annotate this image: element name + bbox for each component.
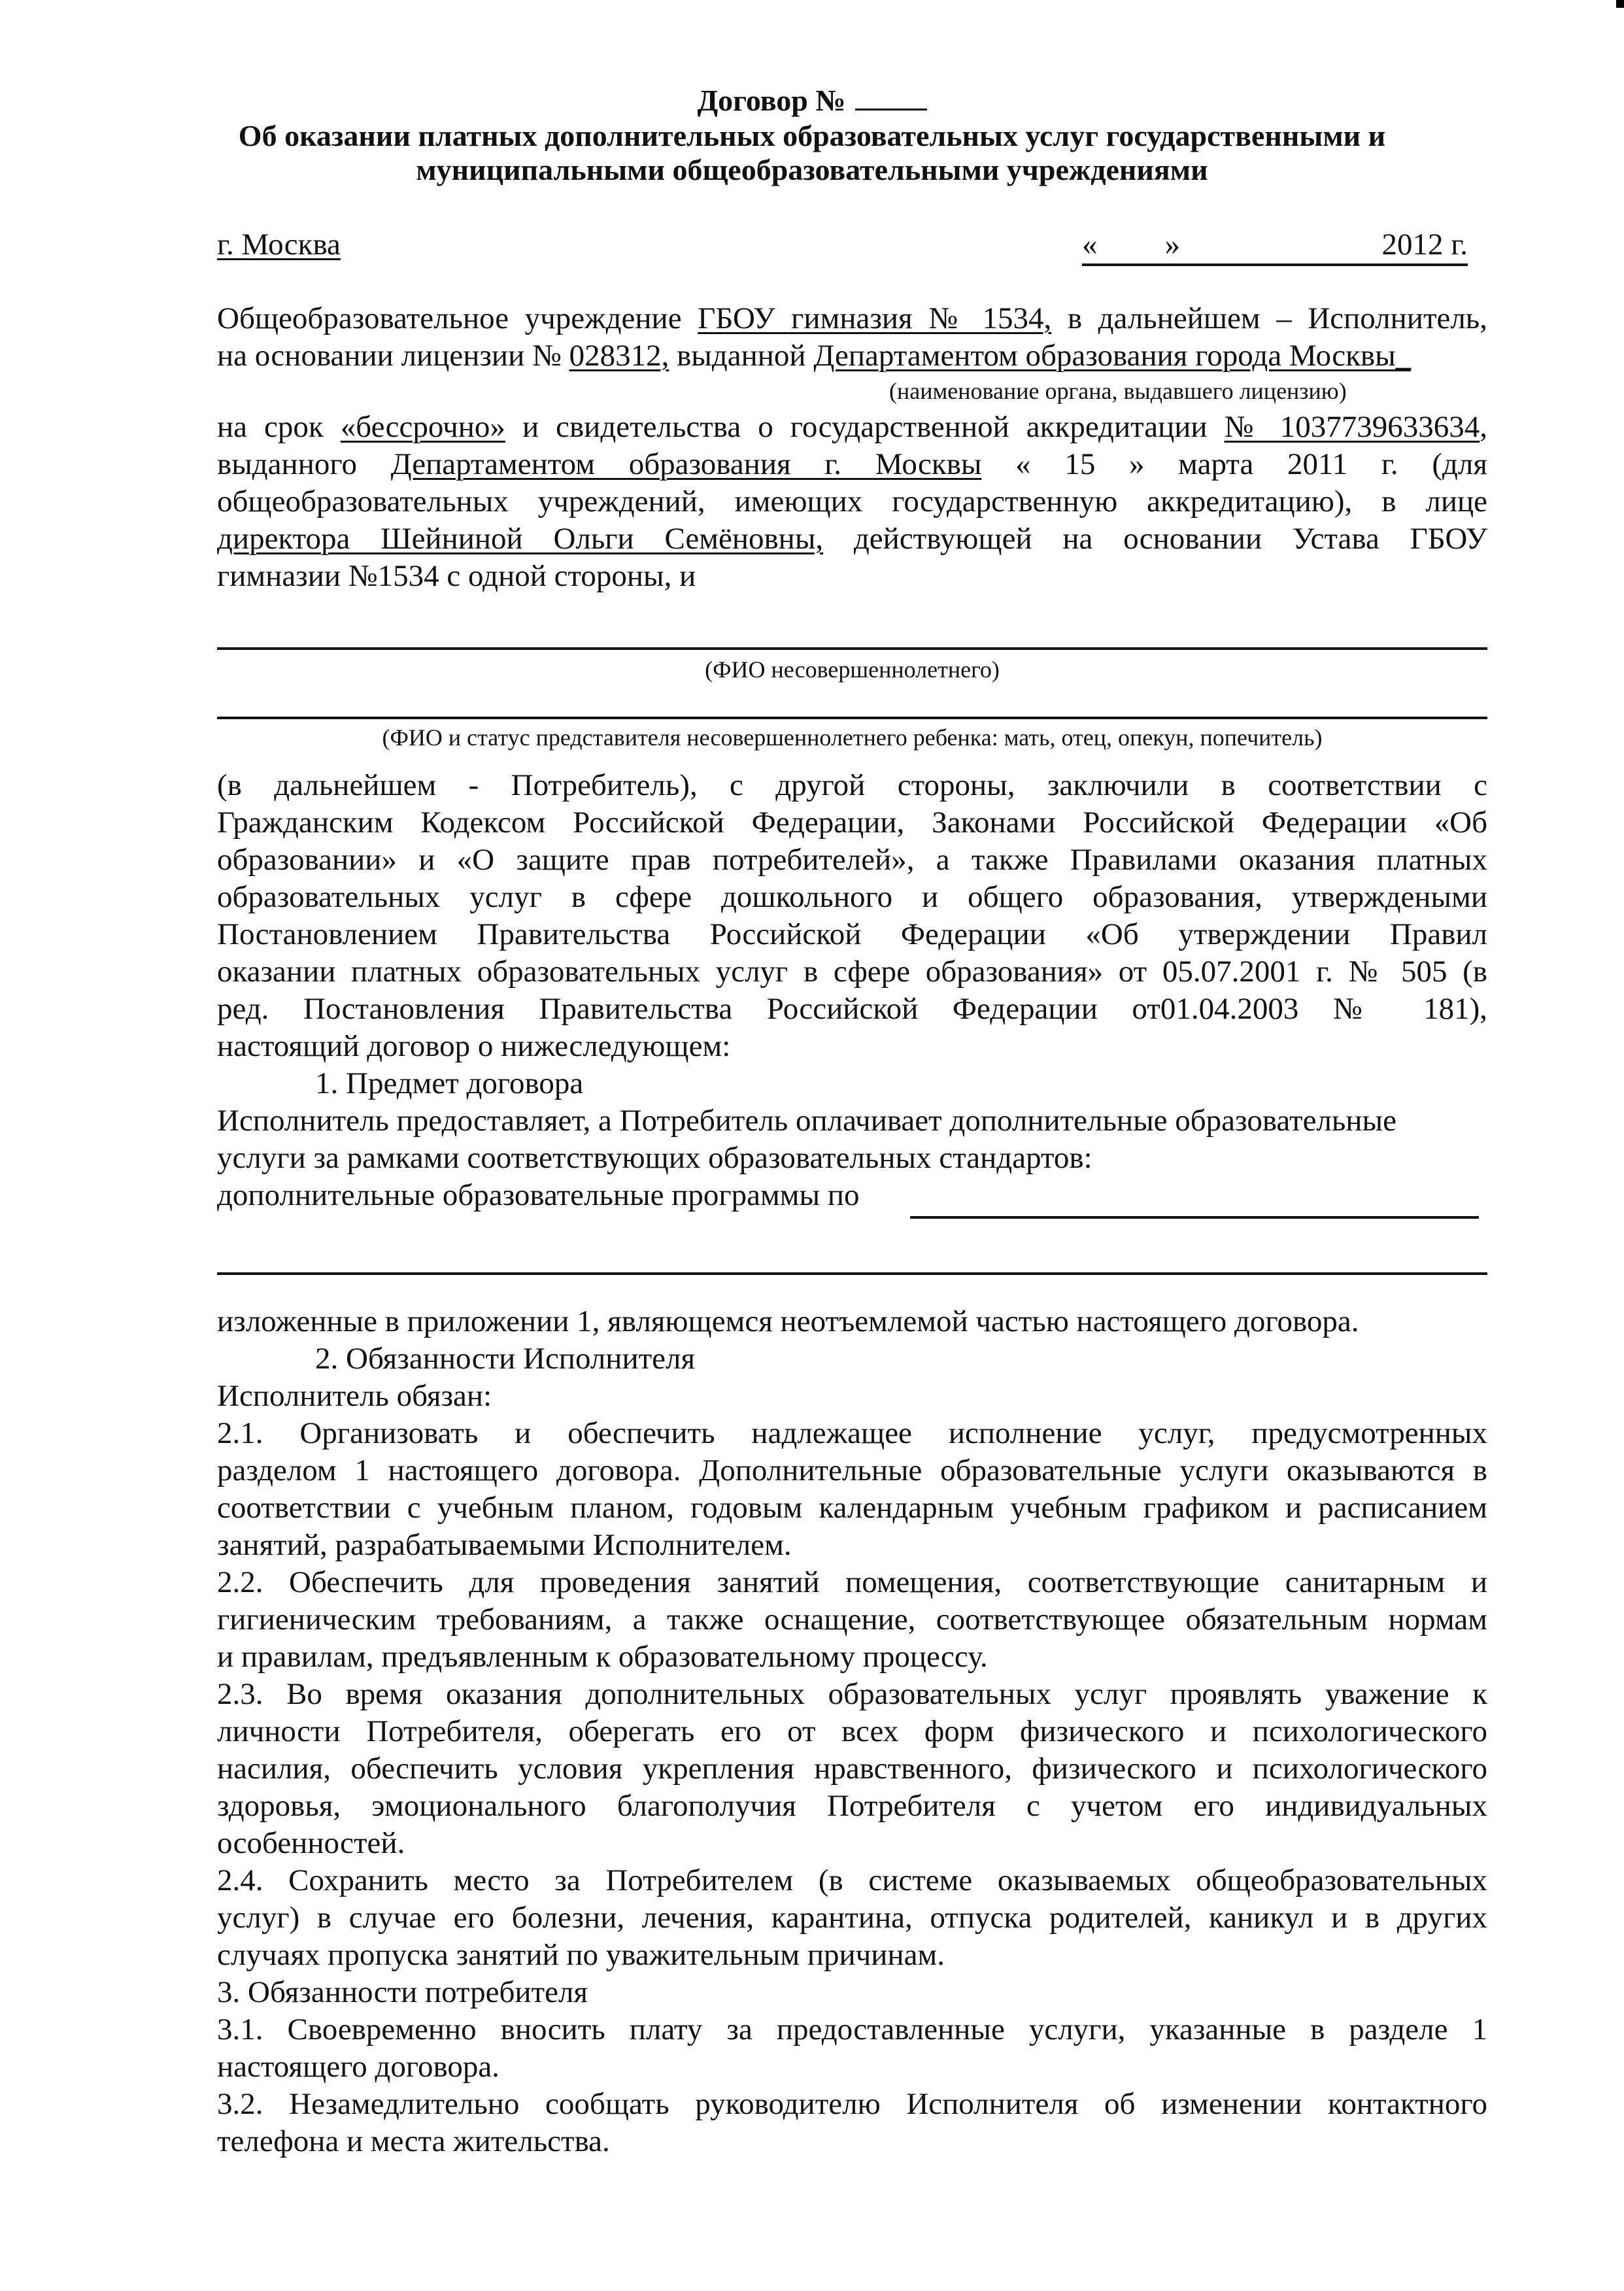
organization-name: ГБОУ гимназия № 1534, — [698, 301, 1052, 335]
agreement-line: Гражданским Кодексом Российской Федерации, Законами Российской Федерации «Об — [217, 806, 1487, 840]
license-issuer-caption: (наименование органа, выдавшего лицензию) — [889, 378, 1347, 404]
section-1-line: Исполнитель предоставляет, а Потребитель оплачивает дополнительные образовательные — [217, 1104, 1396, 1138]
date-quote-open: « — [1082, 228, 1098, 262]
contract-number-field[interactable] — [855, 84, 927, 110]
section-2-line: 2.3. Во время оказания дополнительных образовательных услуг проявлять уважение к — [217, 1677, 1487, 1711]
section-2-line: занятий, разрабатываемыми Исполнителем. — [217, 1528, 792, 1562]
section-3-line: 3.2. Незамедлительно сообщать руководителю Исполнителя об изменении контактного — [217, 2087, 1487, 2121]
text: выданной — [669, 339, 814, 373]
section-2-line: услуг) в случае его болезни, лечения, карантина, отпуска родителей, каникул и в других — [217, 1901, 1487, 1935]
text: Общеобразовательное учреждение — [217, 301, 698, 335]
section-2-intro: Исполнитель обязан: — [217, 1379, 492, 1413]
section-2-line: разделом 1 настоящего договора. Дополнительные образовательные услуги оказываются в — [217, 1453, 1487, 1487]
text: , — [1480, 410, 1487, 444]
agreement-line: Постановлением Правительства Российской Федерации «Об утверждении Правил — [217, 917, 1487, 951]
section-1-line: дополнительные образовательные программы по — [217, 1178, 860, 1212]
section-2-line: личности Потребителя, оберегать его от всех форм физического и психологического — [217, 1714, 1487, 1748]
program-name-field[interactable] — [910, 1216, 1479, 1219]
agreement-line: оказании платных образовательных услуг в сфере образования» от 05.07.2001 г. № 505 (в — [217, 955, 1487, 989]
city-text: г. Москва — [217, 228, 341, 262]
representative-caption: (ФИО и статус представителя несовершеннолетнего ребенка: мать, отец, опекун, попечитель) — [382, 724, 1323, 751]
section-2-line: здоровья, эмоционального благополучия Потребителя с учетом его индивидуальных — [217, 1789, 1487, 1823]
section-2-line: гигиеническим требованиям, а также оснащение, соответствующее обязательным нормам — [217, 1603, 1487, 1637]
agreement-line: ред. Постановления Правительства Российской Федерации от01.04.2003 № 181), — [217, 992, 1487, 1026]
preamble-line-6 — [217, 520, 1487, 558]
section-2-line: 2.1. Организовать и обеспечить надлежащее исполнение услуг, предусмотренных — [217, 1416, 1487, 1450]
date-quote-close: » — [1164, 228, 1180, 262]
agreement-line: настоящий договор о нижеследующем: — [217, 1029, 731, 1063]
text: в дальнейшем – Исполнитель, — [1051, 301, 1487, 335]
preamble-line-2 — [217, 337, 1487, 375]
minor-name-caption: (ФИО несовершеннолетнего) — [705, 656, 1000, 683]
accreditation-issuer: Департаментом образования г. Москвы — [390, 447, 982, 481]
section-3-line: настоящего договора. — [217, 2050, 499, 2084]
section-2-line: соответствии с учебным планом, годовым календарным учебным графиком и расписанием — [217, 1491, 1487, 1525]
agreement-line: (в дальнейшем - Потребитель), с другой стороны, заключили в соответствии с — [217, 768, 1487, 802]
preamble-line-3 — [217, 408, 1487, 446]
section-1-line: услуги за рамками соответствующих образовательных стандартов: — [217, 1141, 1092, 1175]
section-1-line: изложенные в приложении 1, являющемся неотъемлемой частью настоящего договора. — [217, 1304, 1359, 1338]
section-3-heading: 3. Обязанности потребителя — [217, 1975, 588, 2009]
contract-subtitle-line1: Об оказании платных дополнительных образовательных услуг государственными и — [238, 119, 1386, 152]
section-2-line: 2.2. Обеспечить для проведения занятий помещения, соответствующие санитарным и — [217, 1565, 1487, 1599]
license-issuer: Департаментом образования города Москвы_ — [813, 339, 1412, 373]
preamble-line-4 — [217, 445, 1487, 483]
date-year: 2012 г. — [1381, 228, 1468, 262]
text: выданного — [217, 447, 391, 481]
representative-name-field[interactable] — [217, 717, 1487, 719]
contract-date-field[interactable] — [1082, 226, 1468, 266]
section-2-line: 2.4. Сохранить место за Потребителем (в системе оказываемых общеобразовательных — [217, 1863, 1487, 1897]
section-2-line: насилия, обеспечить условия укрепления нравственного, физического и психологического — [217, 1752, 1487, 1786]
license-number: 028312, — [569, 339, 669, 373]
scan-artifact — [1616, 0, 1624, 8]
text: « 15 » марта 2011 г. (для — [981, 447, 1487, 481]
text: и свидетельства о государственной аккредитации — [505, 410, 1225, 444]
section-2-line: и правилам, предъявленным к образовательному процессу. — [217, 1640, 988, 1674]
agreement-line: образовательных услуг в сфере дошкольного и общего образования, утверждеными — [217, 880, 1487, 914]
agreement-line: образовании» и «О защите прав потребителей», а также Правилами оказания платных — [217, 843, 1487, 877]
accreditation-number: № 1037739633634 — [1224, 410, 1480, 444]
text: на срок — [217, 410, 341, 444]
director-name: директора Шейниной Ольги Семёновны, — [217, 522, 824, 556]
section-3-line: 3.1. Своевременно вносить плату за предоставленные услуги, указанные в разделе 1 — [217, 2012, 1487, 2046]
text: действующей на основании Устава ГБОУ — [823, 522, 1487, 556]
section-2-line: случаях пропуска занятий по уважительным причинам. — [217, 1938, 945, 1972]
text: на основании лицензии № — [217, 339, 569, 373]
section-2-heading: 2. Обязанности Исполнителя — [315, 1342, 696, 1376]
section-1-heading: 1. Предмет договора — [315, 1066, 584, 1100]
contract-title-text: Договор № — [697, 84, 846, 117]
contract-title — [0, 84, 1624, 118]
city — [217, 226, 341, 263]
program-name-field-continued[interactable] — [217, 1272, 1487, 1275]
contract-subtitle-line2: муниципальными общеобразовательными учреждениями — [416, 153, 1208, 186]
preamble-line-5: общеобразовательных учреждений, имеющих государственную аккредитацию), в лице — [217, 484, 1487, 518]
section-3-line: телефона и места жительства. — [217, 2124, 610, 2158]
preamble-line-7: гимназии №1534 с одной стороны, и — [217, 559, 696, 593]
minor-name-field[interactable] — [217, 647, 1487, 650]
section-2-line: особенностей. — [217, 1826, 405, 1860]
preamble-line-1 — [217, 299, 1487, 337]
license-term: «бессрочно» — [340, 410, 505, 444]
